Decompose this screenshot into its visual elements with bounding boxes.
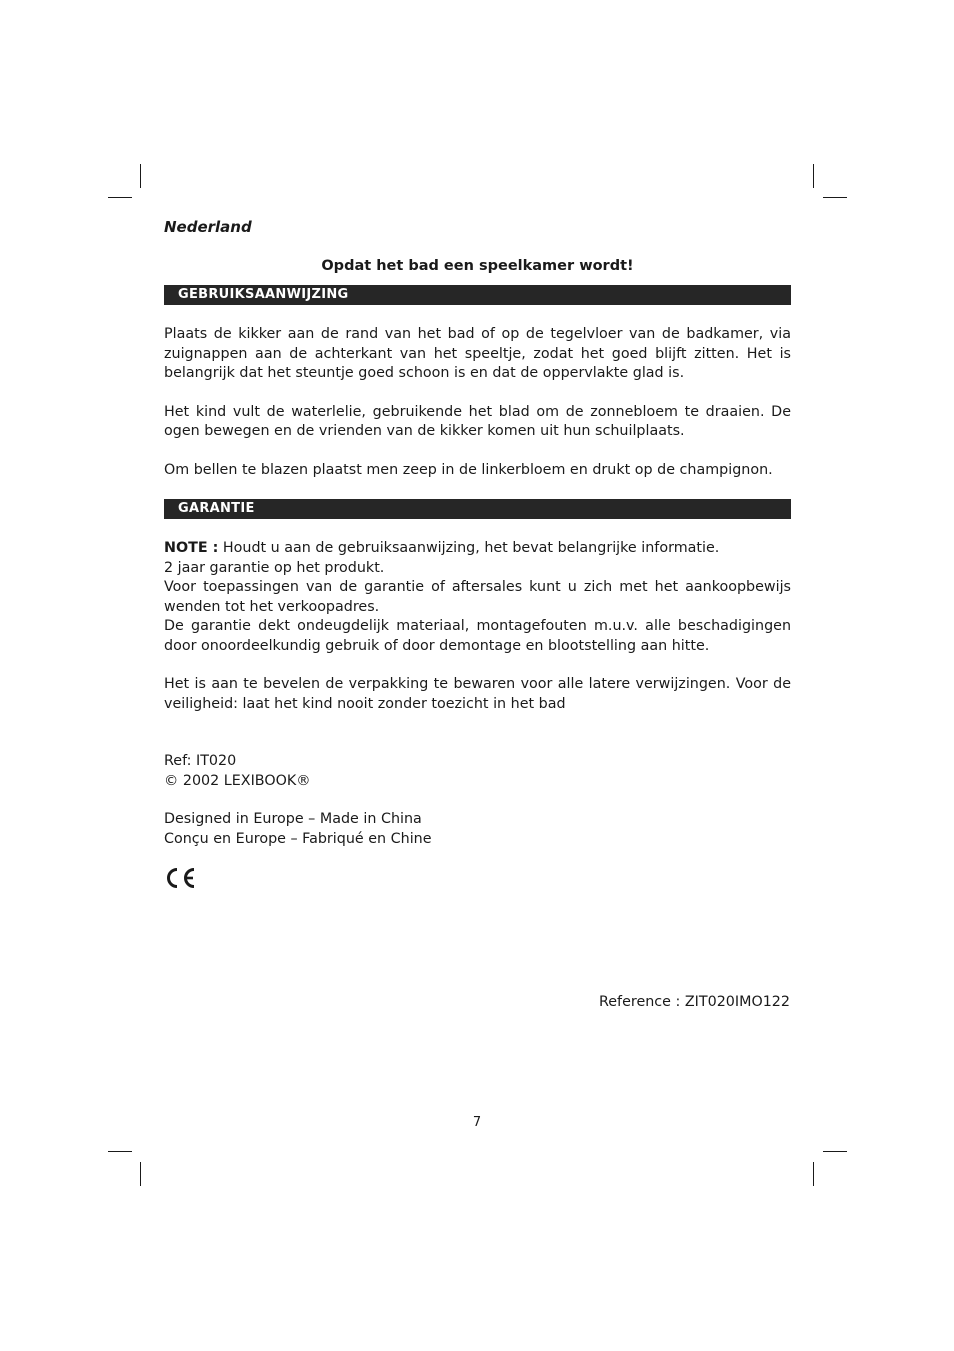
section-bar-warranty: GARANTIE [164,499,791,519]
crop-mark [823,197,847,198]
crop-mark [813,1162,814,1186]
warranty-line: 2 jaar garantie op het produkt. [164,559,385,576]
crop-mark [108,1151,132,1152]
section-bar-usage: GEBRUIKSAANWIJZING [164,285,791,305]
concu-line: Conçu en Europe – Fabriqué en Chine [164,830,432,847]
ref-block [164,752,791,791]
designed-line: Designed in Europe – Made in China [164,811,422,827]
ref-code: Ref: IT020 [164,753,237,769]
page-subtitle: Opdat het bad een speelkamer wordt! [321,258,634,274]
copyright: © 2002 LEXIBOOK® [164,772,311,789]
warranty-note [164,539,791,656]
page-number: 7 [472,1115,482,1130]
origin-block [164,810,791,849]
crop-mark [140,164,141,188]
crop-mark [140,1162,141,1186]
crop-mark [108,197,132,198]
document-reference: Reference : ZIT020IMO122 [598,994,790,1010]
crop-mark [813,164,814,188]
note-text: Houdt u aan de gebruiksaanwijzing, het bevat belangrijke informatie. [218,540,720,556]
note-label: NOTE : [164,540,219,556]
usage-paragraph: Plaats de kikker aan de rand van het bad of op de tegelvloer van de badkamer, via zuignappen aan de achterkant van het speeltje, zodat het goed blijft zitten. Het is belangrijk dat het steuntje goed schoon is en dat de oppervlakte glad is. [164,326,791,381]
warranty-line: Voor toepassingen van de garantie of aftersales kunt u zich met het aankoopbewijs wenden tot het verkoopadres. [164,579,791,615]
language-heading: Nederland [164,218,252,236]
usage-paragraph: Om bellen te blazen plaatst men zeep in de linkerbloem en drukt op de champignon. [164,461,773,478]
crop-mark [823,1151,847,1152]
ce-mark-icon [164,867,196,889]
warranty-note-line [164,539,791,559]
warranty-line: De garantie dekt ondeugdelijk materiaal, montagefouten m.u.v. alle beschadigingen door onoordeelkundig gebruik of door demontage en blootstelling aan hitte. [164,618,791,654]
usage-paragraph: Het kind vult de waterlelie, gebruikende het blad om de zonnebloem te draaien. De ogen bewegen en de vrienden van de kikker komen uit hun schuilplaats. [164,403,791,439]
page-content [164,216,791,889]
warranty-paragraph: Het is aan te bevelen de verpakking te bewaren voor alle latere verwijzingen. Voor de veiligheid: laat het kind nooit zonder toezicht in het bad [164,676,791,712]
